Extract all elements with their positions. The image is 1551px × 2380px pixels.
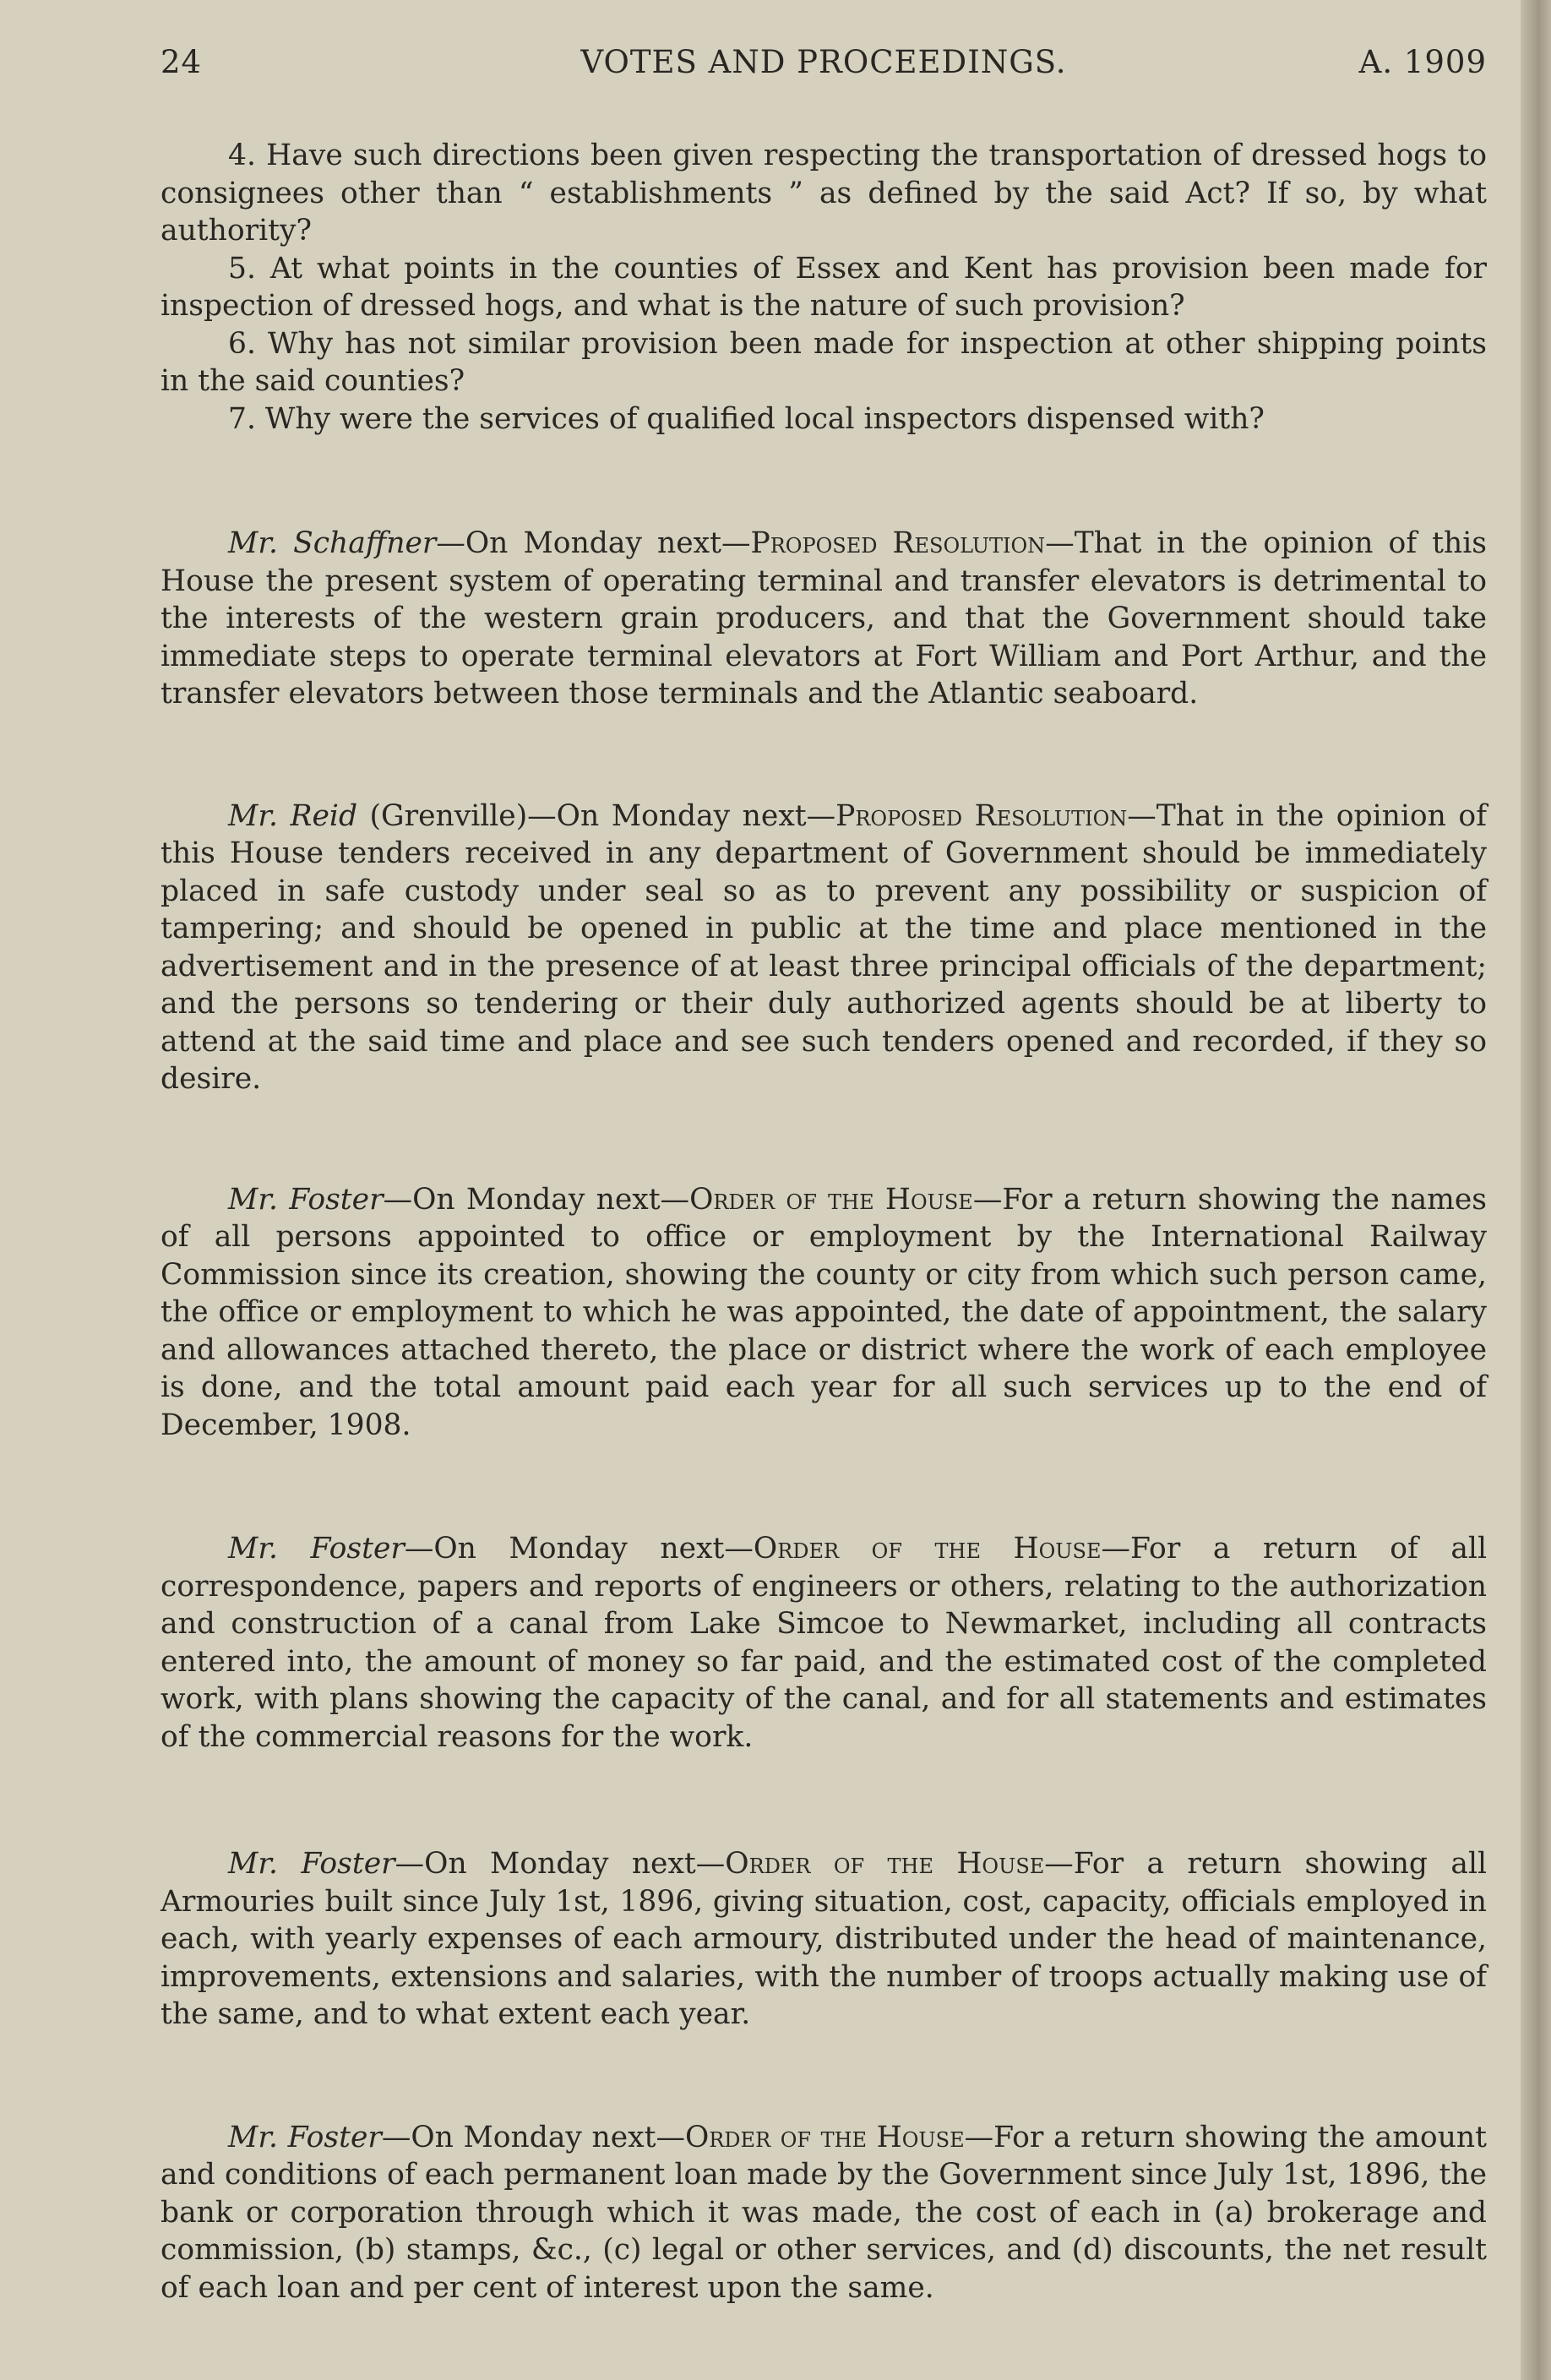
- notice-kind: Order of the House: [689, 1182, 973, 1217]
- member-name: Mr. Foster: [228, 1532, 405, 1566]
- notice-date: —On Monday next—: [383, 1182, 690, 1217]
- notice-text: —For a return of all correspondence, papers and reports of engineers or others, relating to the authorization and construction of a canal from Lake Simcoe to Newmarket, including all contracts entered into, the amount of money so far paid, and the estimated cost of the completed work, with plans showing the capacity of the canal, and for all statements and estimates of the commercial reasons for the work.: [161, 1532, 1487, 1754]
- page-content: [161, 137, 1487, 2306]
- member-name: Mr. Schaffner: [228, 526, 437, 560]
- notice-date: —On Monday next—: [436, 526, 751, 560]
- member-name: Mr. Foster: [228, 1182, 384, 1217]
- notice-reid-resolution: [161, 798, 1487, 1098]
- notice-text: —That in the opinion of this House tenders received in any department of Government should be immediately placed in safe custody under seal so as to prevent any possibility or suspicion of tampering; and should be opened in public at the time and place mentioned in the advertisement and in the presence of at least three principal officials of the department; and the persons so tendering or their duly authorized agents should be at liberty to attend at the said time and place and see such tenders opened and recorded, if they so desire.: [161, 798, 1487, 1096]
- notice-kind: Order of the House: [684, 2120, 965, 2154]
- member-name: Mr. Foster: [228, 1847, 395, 1881]
- session-year: A. 1909: [1358, 44, 1487, 80]
- notice-text: —That in the opinion of this House the present system of operating terminal and transfer elevators is detrimental to the interests of the western grain producers, and that the Government should take immediate steps to operate terminal elevators at Fort William and Port Arthur, and the transfer elevators between those terminals and the Atlantic seaboard.: [161, 526, 1487, 711]
- page-header: [161, 44, 1487, 86]
- member-name: Mr. Reid: [228, 798, 358, 833]
- notice-text: —For a return showing the amount and conditions of each permanent loan made by the Government since July 1st, 1896, the bank or corporation through which it was made, the cost of each in (a) brokerage and commission, (b) stamps, &c., (c) legal or other services, and (d) discounts, the net result of each loan and per cent of interest upon the same.: [161, 2120, 1487, 2305]
- question-6: 6. Why has not similar provision been made for inspection at other shipping points in the said counties?: [161, 326, 1487, 398]
- notice-kind: Proposed Resolution: [750, 526, 1046, 560]
- notice-date: —On Monday next—: [395, 1847, 726, 1881]
- notice-foster-loans: [161, 2119, 1487, 2307]
- notice-foster-railway-commission: [161, 1181, 1487, 1445]
- notice-foster-armouries: [161, 1845, 1487, 2034]
- notice-text: —For a return showing the names of all persons appointed to office or employment by the International Railway Commission since its creation, showing the county or city from which such person came, the office or employment to which he was appointed, the date of appointment, the salary and allowances attached thereto, the place or district where the work of each employee is done, and the total amount paid each year for all such services up to the end of December, 1908.: [161, 1182, 1487, 1442]
- member-riding: (Grenville): [357, 798, 528, 833]
- notice-date: —On Monday next—: [527, 798, 836, 833]
- member-name: Mr. Foster: [228, 2120, 382, 2154]
- notice-text: —For a return showing all Armouries built since July 1st, 1896, giving situation, cost, capacity, officials employed in each, with yearly expenses of each armoury, distributed under the head of maintenance, improvements, extensions and salaries, with the number of troops actually making use of the same, and to what extent each year.: [161, 1847, 1488, 2031]
- question-5: 5. At what points in the counties of Essex and Kent has provision been made for inspection of dressed hogs, and what is the nature of such provision?: [161, 251, 1487, 323]
- notice-kind: Order of the House: [725, 1847, 1045, 1881]
- notice-date: —On Monday next—: [381, 2120, 685, 2154]
- notice-kind: Order of the House: [753, 1532, 1102, 1566]
- question-7: 7. Why were the services of qualified local inspectors dispensed with?: [228, 401, 1265, 436]
- notice-foster-canal: [161, 1530, 1487, 1756]
- book-spine-edge: [1521, 0, 1551, 2380]
- question-4: 4. Have such directions been given respecting the transportation of dressed hogs to consignees other than “ establishments ” as defined by the said Act? If so, by what authority?: [161, 139, 1487, 248]
- notice-kind: Proposed Resolution: [835, 798, 1128, 833]
- notice-date: —On Monday next—: [404, 1532, 754, 1566]
- page-number: 24: [161, 44, 203, 80]
- notice-schaffner-resolution: [161, 525, 1487, 713]
- running-title: VOTES AND PROCEEDINGS.: [580, 44, 1067, 80]
